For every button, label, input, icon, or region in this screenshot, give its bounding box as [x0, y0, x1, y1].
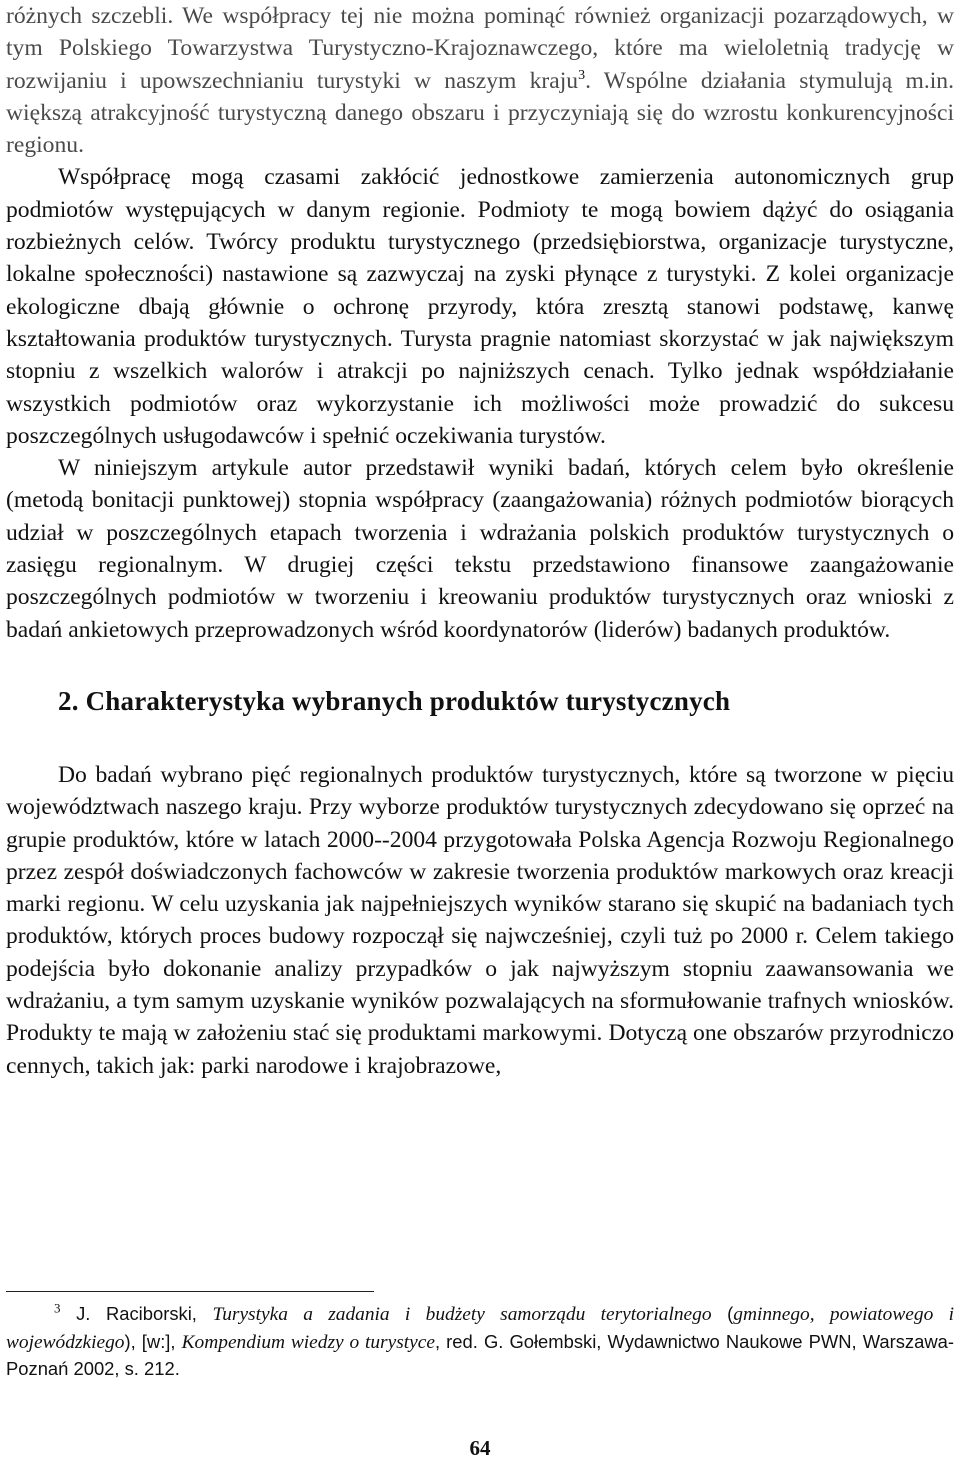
paragraph-1 [6, 0, 954, 161]
footnote-author: J. Raciborski, [60, 1303, 213, 1324]
footnote-title: Turystyka a zadania i budżety samorządu terytorialnego [212, 1304, 712, 1325]
paragraph-2: Współpracę mogą czasami zakłócić jednostkowe zamierzenia autonomicznych grup podmiotów występujących w danym regionie. Podmioty te mogą bowiem dążyć do osiągania rozbieżnych celów. Twórcy produktu turystycznego (przedsiębiorstwa, organizacje turystyczne, lokalne społeczności) nastawione są zazwyczaj na zyski płynące z turystyki. Z kolei organizacje ekologiczne dbają głównie o ochronę przyrody, która zresztą stanowi podstawę, kanwę kształtowania produktów turystycznych. Turysta pragnie natomiast skorzystać w jak największym stopniu z wszelkich walorów i atrakcji po najniższych cenach. Tylko jednak współdziałanie wszystkich podmiotów oraz wykorzystanie ich możliwości może prowadzić do sukcesu poszczególnych usługodawców i spełnić oczekiwania turystów. [6, 164, 954, 449]
footnote-3 [6, 1301, 954, 1384]
footnote-book-title: Kompendium wiedzy o turystyce [181, 1331, 435, 1353]
paragraph-1-text-a: różnych szczebli. We współpracy tej nie można pominąć również organizacji pozarządowych, w tym Polskiego Towarzystwa Turystyczno-Krajoznawczego, które ma wieloletnią tradycję w rozwijaniu i upowszechnianiu turystyki w naszym kraju [6, 3, 954, 94]
footnote-paren-open: ( [711, 1303, 734, 1324]
paragraph-3: W niniejszym artykule autor przedstawił wyniki badań, których celem było określenie (metodą bonitacji punktowej) stopnia współpracy (zaangażowania) różnych podmiotów biorących udział w poszczególnych etapach tworzenia i wdrażania polskich produktów turystycznych o zasięgu regionalnym. W drugiej części tekstu przedstawiono finansowe zaangażowanie poszczególnych podmiotów w tworzeniu i kreowaniu produktów turystycznych oraz wnioski z badań ankietowych przeprowadzonych wśród koordynatorów (liderów) badanych produktów. [6, 455, 954, 643]
footnote-publisher: , red. G. Gołembski, Wydawnictwo Naukowe PWN, Warszawa-Poznań 2002, s. 212. [6, 1330, 954, 1379]
section-heading: 2. Charakterystyka wybranych produktów turystycznych [58, 685, 731, 716]
paragraph-4: Do badań wybrano pięć regionalnych produktów turystycznych, które są tworzone w pięciu województwach naszego kraju. Przy wyborze produktów turystycznych zdecydowano się oprzeć na grupie produktów, które w latach 2000--2004 przygotowała Polska Agencja Rozwoju Regionalnego przez zespół doświadczonych fachowców w zakresie tworzenia produktów markowych oraz kreacji marki regionu. W celu uzyskania jak najpełniejszych wyników starano się skupić na badaniach tych produktów, których proces budowy rozpoczął się najwcześniej, czyli tuż po 2000 r. Celem takiego podejścia było dokonanie analizy przypadków o jak najwyższym stopniu zaawansowania we wdrażaniu, a tym samym uzyskanie wyników pozwalających na sformułowanie trafnych wniosków. Produkty te mają w założeniu stać się produktami markowymi. Dotyczą one obszarów przyrodniczo cennych, takich jak: parki narodowe i krajobrazowe, [6, 761, 954, 1079]
footnote-number: 3 [54, 1300, 61, 1316]
footnote-ref-3[interactable]: 3 [578, 67, 586, 83]
page-body [6, 0, 954, 1082]
footnote-subtitle: gminnego, powiatowego i wojewódzkiego [6, 1304, 955, 1353]
paragraph-1-text-b: . Wspólne działania stymulują m.in. większą atrakcyjność turystyczną danego obszaru i przyczyniają się do wzrostu konkurencyjności regionu. [6, 67, 954, 159]
page-number: 64 [469, 1436, 491, 1460]
footnote-divider [6, 1291, 374, 1292]
footnote-in: ), [w:], [124, 1330, 182, 1352]
